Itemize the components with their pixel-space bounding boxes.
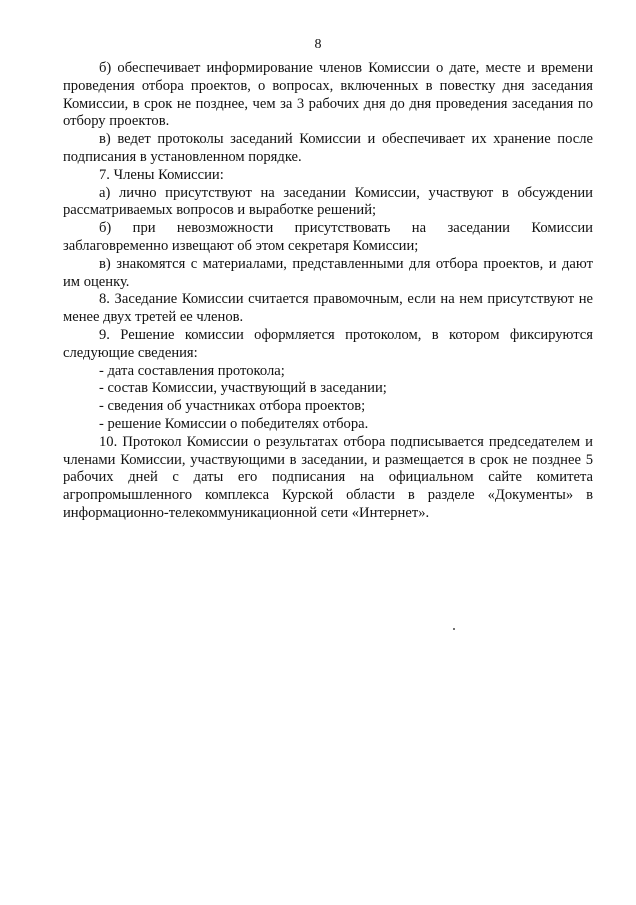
paragraph-6v-protocols: в) ведет протоколы заседаний Комиссии и обеспечивает их хранение после подписания в установленном порядке. (63, 131, 593, 165)
document-body (63, 60, 593, 523)
list-item-protocol-date: - дата составления протокола; (99, 362, 285, 379)
paragraph-10-publication: 10. Протокол Комиссии о результатах отбора подписывается председателем и членами Комиссии, участвующими в заседании, и размещается в срок не позднее 5 рабочих дней с даты его подписания на официальном сайте комитета агропромышленного комплекса Курской области в разделе «Документы» в информационно-телекоммуникационной сети «Интернет». (63, 433, 593, 521)
list-item-participants: - сведения об участниках отбора проектов; (99, 398, 366, 415)
list-item-commission-composition: - состав Комиссии, участвующий в заседании; (99, 380, 387, 397)
paragraph-7b-absence: б) при невозможности присутствовать на заседании Комиссии заблаговременно извещают об этом секретаря Комиссии; (63, 220, 593, 254)
paragraph-7v-materials: в) знакомятся с материалами, представленными для отбора проектов, и дают им оценку. (63, 255, 593, 290)
page-number: 8 (314, 37, 322, 52)
paragraph-7a-attendance: а) лично присутствуют на заседании Комиссии, участвуют в обсуждении рассматриваемых вопросов и выработке решений; (63, 184, 593, 219)
list-item-winners: - решение Комиссии о победителях отбора. (99, 415, 369, 432)
paragraph-9-decision: 9. Решение комиссии оформляется протоколом, в котором фиксируются следующие сведения: (63, 326, 593, 361)
scan-speck (453, 628, 455, 630)
paragraph-7-heading: 7. Члены Комиссии: (99, 166, 224, 183)
paragraph-8-quorum: 8. Заседание Комиссии считается правомочным, если на нем присутствуют не менее двух третей ее членов. (63, 291, 593, 326)
paragraph-6b-notification: б) обеспечивает информирование членов Комиссии о дате, месте и времени проведения отбора проектов, о вопросах, включенных в повестку дня заседания Комиссии, в срок не позднее, чем за 3 рабочих дня до дня проведения заседания по отбору проектов. (63, 60, 593, 130)
